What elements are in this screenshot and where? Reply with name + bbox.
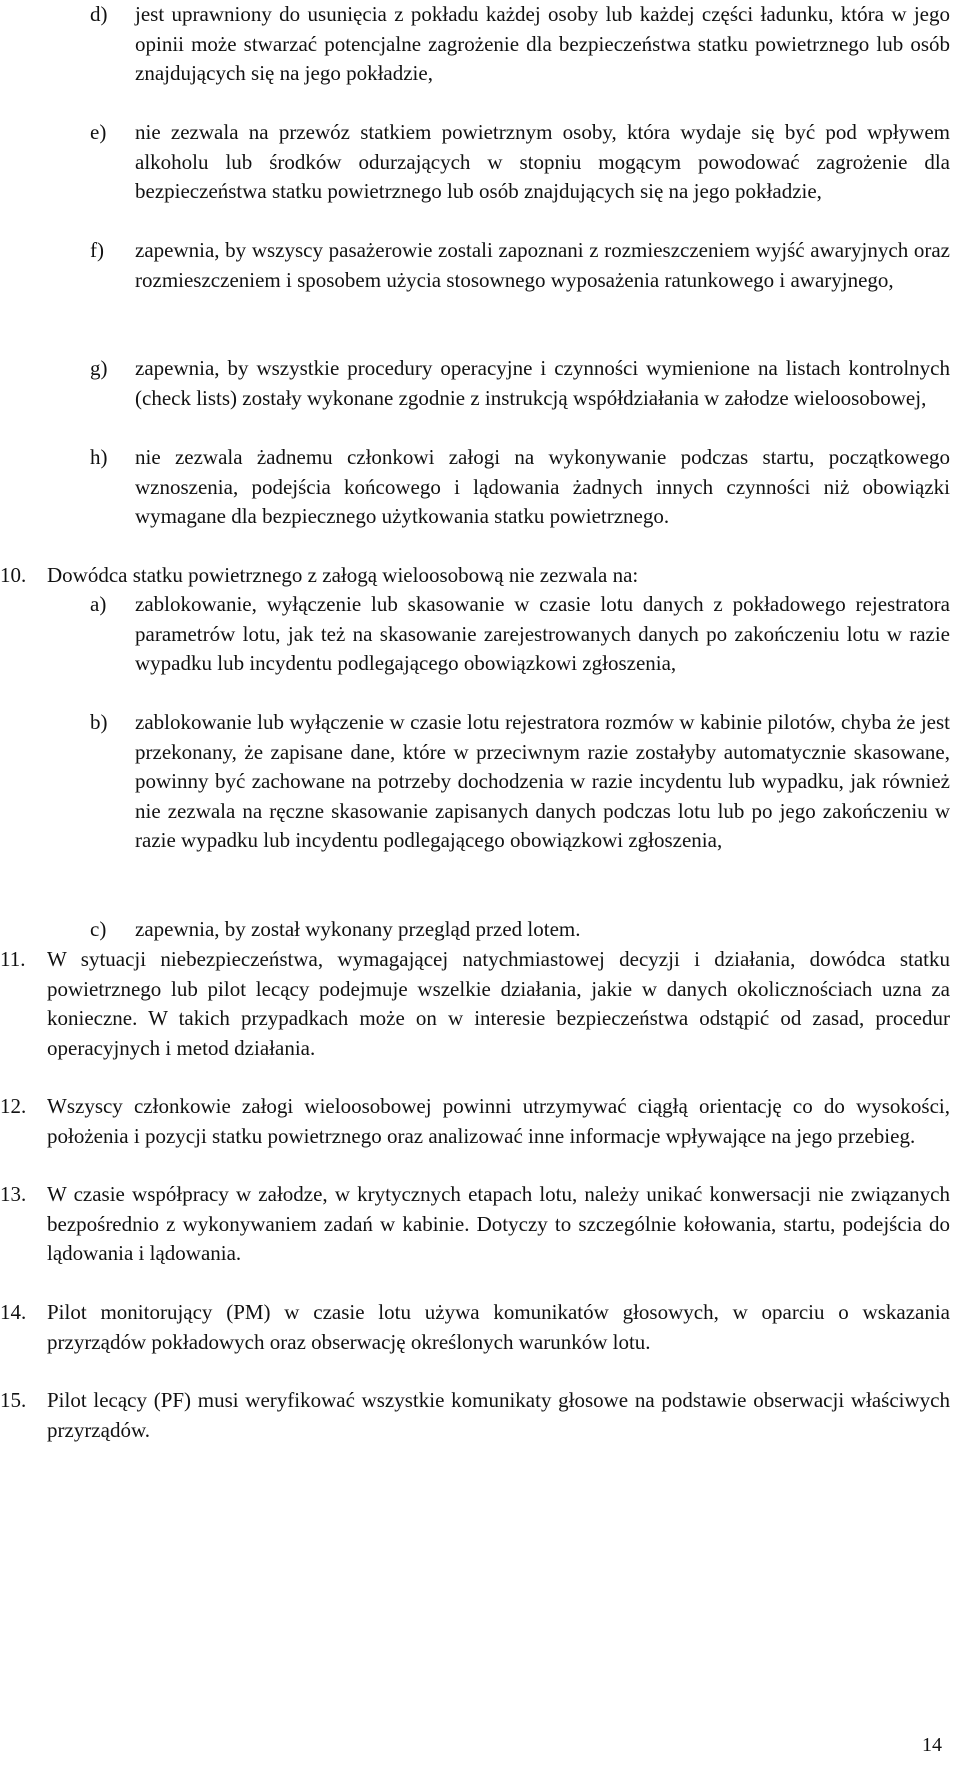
list-item-text: zapewnia, by wszyscy pasażerowie zostali zapoznani z rozmieszczeniem wyjść awaryjnych oraz rozmieszczeniem i sposobem użycia stosownego wyposażenia ratunkowego i awaryjnego,: [135, 238, 950, 292]
item-text: W sytuacji niebezpieczeństwa, wymagającej natychmiastowej decyzji i działania, dowódca statku powietrznego lub pilot lecący podejmuje wszelkie działania, jakie w danych okolicznościach uzna za konieczne. W takich przypadkach może on w interesie bezpieczeństwa odstąpić od zasad, procedur operacyjnych i metod działania.: [47, 947, 950, 1060]
item-number: 14.: [0, 1300, 27, 1324]
list-marker: g): [90, 356, 108, 380]
item-number: 15.: [0, 1388, 27, 1412]
list-marker: b): [90, 710, 108, 734]
item-text: W czasie współpracy w załodze, w krytycznych etapach lotu, należy unikać konwersacji nie związanych bezpośrednio z wykonywaniem zadań w kabinie. Dotyczy to szczególnie kołowania, startu, podejścia do lądowania i lądowania.: [47, 1182, 950, 1265]
item-text: Dowódca statku powietrznego z załogą wieloosobową nie zezwala na:: [47, 563, 639, 587]
item-text: Pilot monitorujący (PM) w czasie lotu używa komunikatów głosowych, w oparciu o wskazania przyrządów pokładowych oraz obserwację określonych warunków lotu.: [47, 1300, 950, 1354]
item-text: Pilot lecący (PF) musi weryfikować wszystkie komunikaty głosowe na podstawie obserwacji właściwych przyrządów.: [47, 1388, 950, 1442]
list-item-text: nie zezwala żadnemu członkowi załogi na wykonywanie podczas startu, początkowego wznoszenia, podejścia końcowego i lądowania żadnych innych czynności niż obowiązki wymagane dla bezpiecznego użytkowania statku powietrznego.: [135, 445, 950, 528]
item-number: 11.: [0, 947, 26, 971]
list-item-text: zablokowanie lub wyłączenie w czasie lotu rejestratora rozmów w kabinie pilotów, chyba że jest przekonany, że zapisane dane, które w przeciwnym razie zostałyby automatycznie skasowane, powinny być zachowane na potrzeby dochodzenia w razie incydentu lub wypadku, jak również nie zezwala na ręczne skasowanie zapisanych danych podczas lotu lub po jego zakończeniu w razie wypadku lub incydentu podlegającego obowiązkowi zgłoszenia,: [135, 710, 950, 852]
list-marker: c): [90, 917, 107, 941]
list-marker: e): [90, 120, 107, 144]
list-marker: a): [90, 592, 107, 616]
list-marker: f): [90, 238, 104, 262]
list-marker: d): [90, 2, 108, 26]
page-number: 14: [922, 1734, 942, 1756]
item-number: 13.: [0, 1182, 27, 1206]
list-item-text: zapewnia, by wszystkie procedury operacyjne i czynności wymienione na listach kontrolnych (check lists) zostały wykonane zgodnie z instrukcją współdziałania w załodze wieloosobowej,: [135, 356, 950, 410]
list-item-text: zablokowanie, wyłączenie lub skasowanie w czasie lotu danych z pokładowego rejestratora parametrów lotu, jak też na skasowanie zarejestrowanych danych po zakończeniu lotu w razie wypadku lub incydentu podlegającego obowiązkowi zgłoszenia,: [135, 592, 950, 675]
list-item-text: nie zezwala na przewóz statkiem powietrznym osoby, która wydaje się być pod wpływem alkoholu lub środków odurzających w stopniu mogącym powodować zagrożenie dla bezpieczeństwa statku powietrznego lub osób znajdujących się na jego pokładzie,: [135, 120, 950, 203]
list-item-text: jest uprawniony do usunięcia z pokładu każdej osoby lub każdej części ładunku, która w jego opinii może stwarzać potencjalne zagrożenie dla bezpieczeństwa statku powietrznego lub osób znajdujących się na jego pokładzie,: [135, 2, 950, 85]
item-number: 10.: [0, 563, 27, 587]
list-marker: h): [90, 445, 108, 469]
list-item-text: zapewnia, by został wykonany przegląd przed lotem.: [135, 917, 581, 941]
item-text: Wszyscy członkowie załogi wieloosobowej powinni utrzymywać ciągłą orientację co do wysokości, położenia i pozycji statku powietrznego oraz analizować inne informacje wpływające na jego przebieg.: [47, 1094, 950, 1148]
item-number: 12.: [0, 1094, 27, 1118]
